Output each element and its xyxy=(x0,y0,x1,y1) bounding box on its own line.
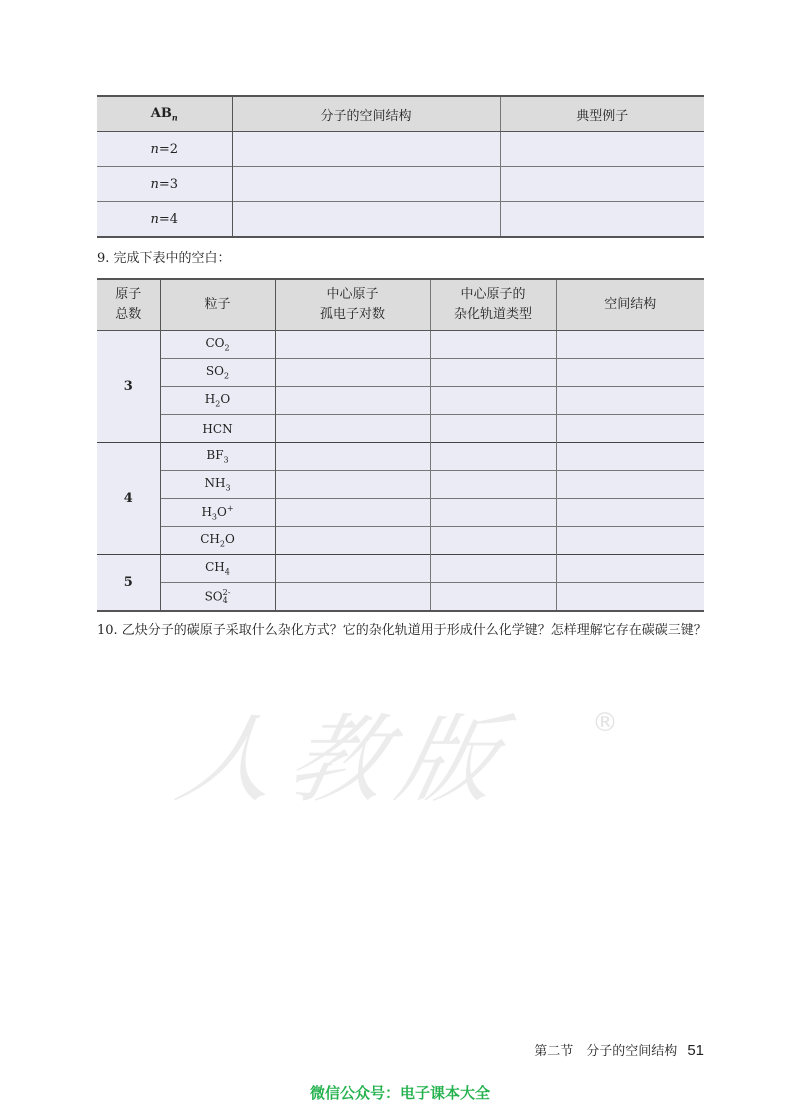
section-title: 第二节 分子的空间结构 xyxy=(534,1044,678,1059)
header-geometry: 空间结构 xyxy=(556,279,704,331)
blank-cell[interactable] xyxy=(275,359,430,387)
table-row xyxy=(97,555,704,583)
particle-h2o: $H_2O$ xyxy=(160,387,275,415)
header-example: 典型例子 xyxy=(500,96,704,132)
blank-cell[interactable] xyxy=(232,167,500,202)
table-row xyxy=(97,387,704,415)
blank-cell[interactable] xyxy=(430,471,556,499)
structure-table xyxy=(97,95,704,238)
publisher-watermark: 人教版 xyxy=(168,704,522,816)
particle-bf3: $BF_3$ xyxy=(160,443,275,471)
blank-cell[interactable] xyxy=(556,443,704,471)
row-label: n=4 xyxy=(97,202,232,238)
blank-cell[interactable] xyxy=(232,202,500,238)
table-row xyxy=(97,415,704,443)
particle-so2: $SO_2$ xyxy=(160,359,275,387)
table-row xyxy=(97,443,704,471)
blank-cell[interactable] xyxy=(556,387,704,415)
particle-co2: $CO_2$ xyxy=(160,331,275,359)
table-row xyxy=(97,359,704,387)
table-row xyxy=(97,583,704,612)
table-row xyxy=(97,202,704,238)
particle-nh3: $NH_3$ xyxy=(160,471,275,499)
blank-cell[interactable] xyxy=(430,387,556,415)
blank-cell[interactable] xyxy=(500,167,704,202)
header-particle: 粒子 xyxy=(160,279,275,331)
blank-cell[interactable] xyxy=(430,555,556,583)
question-9: 9. 完成下表中的空白： xyxy=(97,251,231,266)
atom-total: 3 xyxy=(97,331,160,443)
blank-cell[interactable] xyxy=(430,331,556,359)
table-row xyxy=(97,167,704,202)
blank-cell[interactable] xyxy=(500,132,704,167)
registered-mark: ® xyxy=(592,708,618,738)
blank-cell[interactable] xyxy=(430,415,556,443)
atom-total: 5 xyxy=(97,555,160,612)
blank-cell[interactable] xyxy=(275,555,430,583)
blank-cell[interactable] xyxy=(275,471,430,499)
page-number: 51 xyxy=(687,1042,704,1059)
table-row xyxy=(97,331,704,359)
blank-cell[interactable] xyxy=(430,527,556,555)
blank-cell[interactable] xyxy=(232,132,500,167)
table-row xyxy=(97,499,704,527)
blank-cell[interactable] xyxy=(500,202,704,238)
blank-cell[interactable] xyxy=(430,359,556,387)
blank-cell[interactable] xyxy=(275,331,430,359)
blank-cell[interactable] xyxy=(430,583,556,612)
particle-hcn: HCN xyxy=(160,415,275,443)
table-row xyxy=(97,132,704,167)
header-atom-total: 原子 总数 xyxy=(97,279,160,331)
blank-cell[interactable] xyxy=(556,331,704,359)
page-footer xyxy=(534,1040,704,1059)
particle-h3o-plus: $H_3O^+$ xyxy=(160,499,275,527)
particle-ch2o: $CH_2O$ xyxy=(160,527,275,555)
blank-cell[interactable] xyxy=(556,583,704,612)
header-structure: 分子的空间结构 xyxy=(232,96,500,132)
atom-total: 4 xyxy=(97,443,160,555)
blank-cell[interactable] xyxy=(556,527,704,555)
blank-cell[interactable] xyxy=(275,583,430,612)
blank-cell[interactable] xyxy=(430,443,556,471)
table-row xyxy=(97,471,704,499)
particle-so4-2minus: SO2- 4 xyxy=(160,583,275,612)
header-lone-pairs: 中心原子 孤电子对数 xyxy=(275,279,430,331)
hybridization-table xyxy=(97,278,704,612)
header-hybrid-type: 中心原子的 杂化轨道类型 xyxy=(430,279,556,331)
blank-cell[interactable] xyxy=(430,499,556,527)
particle-ch4: $CH_4$ xyxy=(160,555,275,583)
blank-cell[interactable] xyxy=(275,443,430,471)
blank-cell[interactable] xyxy=(275,387,430,415)
blank-cell[interactable] xyxy=(275,527,430,555)
table-row xyxy=(97,527,704,555)
table-header-row xyxy=(97,96,704,132)
credit-line: 微信公众号：电子课本大全 xyxy=(309,1084,490,1102)
blank-cell[interactable] xyxy=(556,555,704,583)
blank-cell[interactable] xyxy=(556,415,704,443)
header-abn: $AB_n$ xyxy=(97,96,232,132)
blank-cell[interactable] xyxy=(556,471,704,499)
table-header-row xyxy=(97,279,704,331)
question-10: 10. 乙炔分子的碳原子采取什么杂化方式？它的杂化轨道用于形成什么化学键？怎样理解它存在碳碳三键？ xyxy=(97,623,707,638)
row-label: n=2 xyxy=(97,132,232,167)
blank-cell[interactable] xyxy=(556,359,704,387)
row-label: n=3 xyxy=(97,167,232,202)
blank-cell[interactable] xyxy=(556,499,704,527)
blank-cell[interactable] xyxy=(275,499,430,527)
blank-cell[interactable] xyxy=(275,415,430,443)
